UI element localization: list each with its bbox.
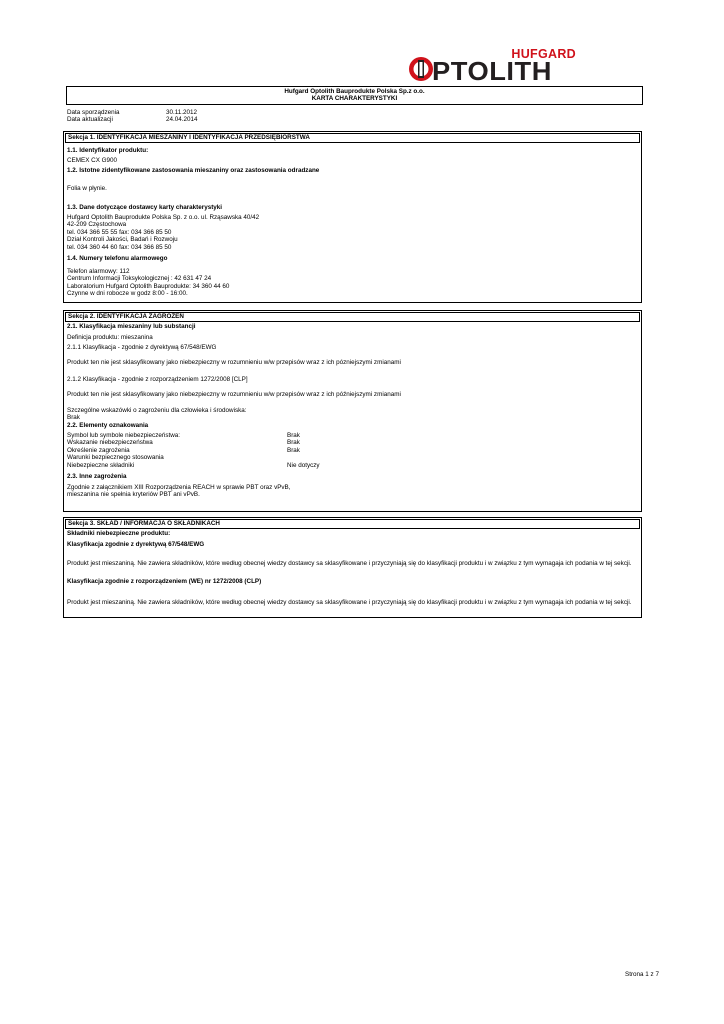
section-1-title: Sekcja 1. IDENTYFIKACJA MIESZANINY I IDENTYFIKACJA PRZEDSIĘBIORSTWA — [65, 133, 640, 143]
emergency-line: Laboratorium Hufgard Optolith Bauprodukte: 34 360 44 60 — [67, 282, 230, 290]
other-hazards-line: Zgodnie z załącznikiem XIII Rozporządzenia REACH w sprawie PBT oraz vPvB, — [67, 484, 291, 491]
date-label: Data sporządzenia — [67, 109, 120, 116]
label-value: Brak — [287, 432, 300, 439]
s12-title: 1.2. Istotne zidentyfikowane zastosowania mieszaniny oraz zastosowania odradzane — [67, 167, 320, 174]
date-label: Data aktualizacji — [67, 115, 113, 123]
logo-optolith-text: PTOLITH — [432, 56, 552, 86]
classification-directive-text: Produkt jest mieszaniną. Nie zawiera składników, które według obecnej wiedzy dostawcy sa sklasyfikowane i przyczyniają się do klasyfikacji produktu i w związku z tym wymagaja ich podania w tej sekcji. — [67, 560, 632, 567]
s14-title: 1.4. Numery telefonu alarmowego — [67, 255, 168, 262]
emergency-numbers — [67, 268, 229, 298]
classification-clp-text: Produkt jest mieszaniną. Nie zawiera składników, które według obecnej wiedzy dostawcy sa sklasyfikowane i przyczyniają się do klasyfikacji produktu i w związku z tym wymagaja ich podania w tej sekcji. — [67, 599, 632, 606]
special-hazards-value: Brak — [67, 414, 80, 421]
other-hazards — [67, 484, 291, 499]
company-logo — [408, 48, 578, 84]
label-name: Warunki bezpiecznego stosowania — [67, 454, 164, 462]
label-row — [67, 462, 637, 469]
label-row — [67, 439, 637, 446]
supplier-line: tel. 034 366 55 55 fax: 034 366 85 50 — [67, 228, 172, 236]
supplier-line: Hufgard Optolith Bauprodukte Polska Sp. z o.o. ul. Rząsawska 40/42 — [67, 214, 260, 221]
section-1 — [63, 131, 642, 303]
other-hazards-line: mieszanina nie spełnia kryteriów PBT ani vPvB. — [67, 491, 200, 499]
emergency-line: Telefon alarmowy: 112 — [67, 268, 130, 275]
document-title: KARTA CHARAKTERYSTYKI — [311, 95, 398, 103]
hazardous-components-title: Składniki niebezpieczne produktu: — [67, 530, 171, 537]
s23-title: 2.3. Inne zagrożenia — [67, 473, 127, 480]
label-name: Niebezpieczne składniki — [67, 461, 135, 469]
labelling-elements — [67, 432, 637, 469]
label-value: Nie dotyczy — [287, 461, 320, 469]
section-2-title: Sekcja 2. IDENTYFIKACJA ZAGROŻEŃ — [65, 312, 640, 322]
company-name: Hufgard Optolith Bauprodukte Polska Sp.z o.o. — [284, 88, 425, 95]
s22-title: 2.2. Elementy oznakowania — [67, 422, 149, 429]
section-3 — [63, 517, 642, 618]
classification-clp-title: Klasyfikacja zgodnie z rozporządzeniem (WE) nr 1272/2008 (CLP) — [67, 578, 262, 585]
s13-title: 1.3. Dane dotyczące dostawcy karty charakterystyki — [67, 204, 223, 211]
section-2 — [63, 310, 642, 512]
label-row — [67, 454, 637, 461]
label-name: Określenie zagrożenia — [67, 446, 130, 454]
classification-text-1: Produkt ten nie jest sklasyfikowany jako niebezpieczny w rozumnieniu w/w przepisów wraz z ich pózniejszymi zmianami — [67, 359, 401, 366]
label-row — [67, 432, 637, 439]
s211-title: 2.1.1 Klasyfikacja - zgodnie z dyrektywą 67/548/EWG — [67, 344, 217, 351]
page-number: Strona 1 z 7 — [625, 971, 659, 978]
special-hazards-label: Szczególne wskazówki o zagrożeniu dla człowieka i środowiska: — [67, 407, 247, 414]
supplier-line: 42-209 Częstochowa — [67, 221, 127, 229]
emergency-line: Centrum Informacji Toksykologicznej : 42 631 47 24 — [67, 275, 212, 283]
document-header — [66, 86, 643, 105]
label-value: Brak — [287, 439, 300, 447]
s11-title: 1.1. Identyfikator produktu: — [67, 147, 149, 154]
supplier-line: Dział Kontroli Jakości, Badań i Rozwoju — [67, 236, 178, 244]
supplier-line: tel. 034 360 44 60 fax: 034 366 85 50 — [67, 243, 172, 251]
optolith-o-icon — [408, 56, 434, 82]
supplier-details — [67, 214, 259, 251]
label-name: Wskazanie niebezpieczeństwa — [67, 439, 153, 447]
section-3-title: Sekcja 3. SKŁAD / INFORMACJA O SKŁADNIKACH — [65, 519, 640, 529]
product-definition: Definicja produktu: mieszanina — [67, 334, 153, 341]
classification-directive-title: Klasyfikacja zgodnie z dyrektywą 67/548/EWG — [67, 541, 205, 548]
date-row — [67, 117, 198, 124]
label-row — [67, 447, 637, 454]
label-value: Brak — [287, 446, 300, 454]
document-dates — [67, 110, 198, 124]
date-value: 24.04.2014 — [166, 115, 198, 123]
product-use: Folia w płynie. — [67, 185, 107, 192]
s21-title: 2.1. Klasyfikacja mieszaniny lub substancji — [67, 323, 196, 330]
emergency-line: Czynne w dni robocze w godz 8:00 - 16:00. — [67, 290, 188, 298]
classification-text-2: Produkt ten nie jest sklasyfikowany jako niebezpieczny w rozumnieniu w/w przepisów wraz z ich późniejszymi zmianami — [67, 391, 401, 398]
logo-hufgard-text: HUFGARD — [511, 47, 576, 61]
date-value: 30.11.2012 — [166, 109, 198, 116]
product-identifier: CEMEX CX G900 — [67, 157, 118, 164]
label-name: Symbol lub symbole niebezpieczeństwa: — [67, 432, 181, 439]
s212-title: 2.1.2 Klasyfikacja - zgodnie z rozporządzeniem 1272/2008 [CLP] — [67, 376, 248, 383]
